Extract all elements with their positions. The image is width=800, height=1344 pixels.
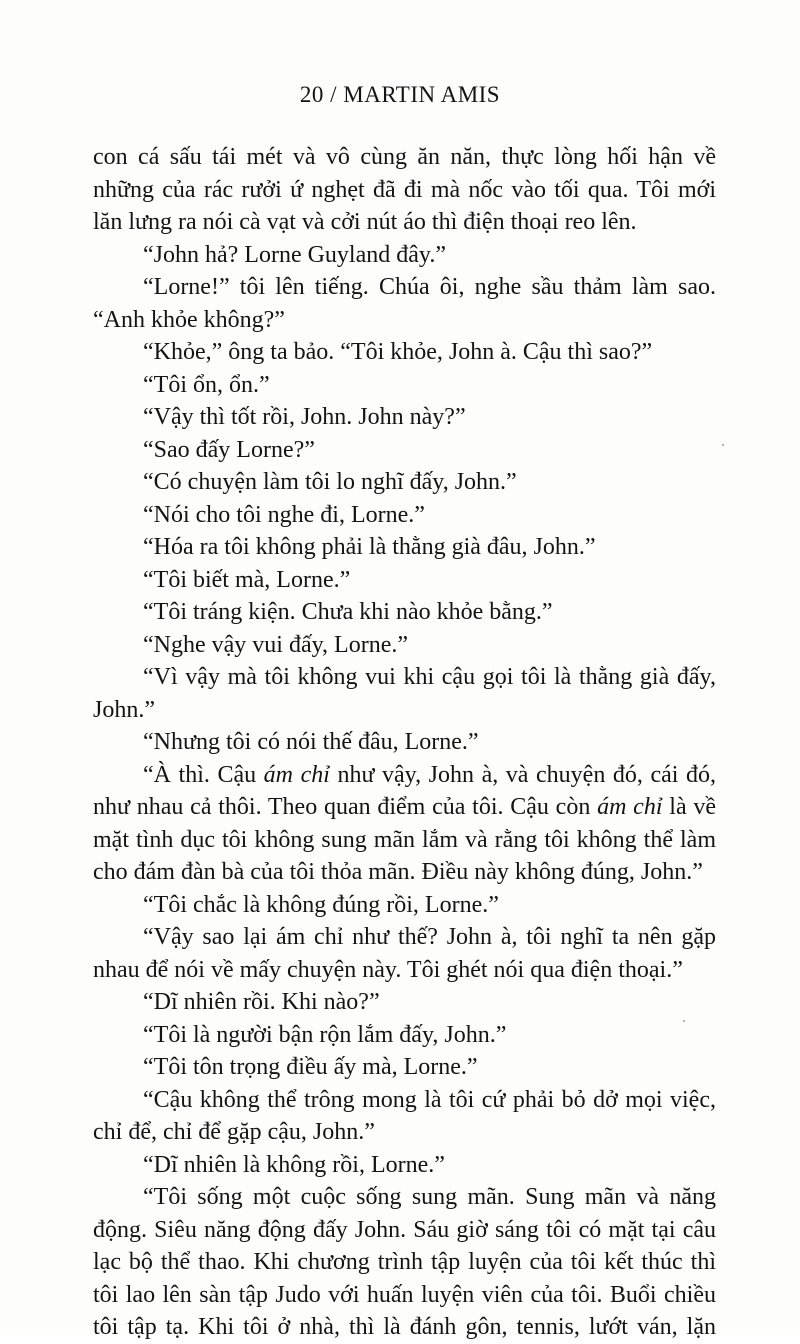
text-line: “Nghe vậy vui đấy, Lorne.” xyxy=(143,631,409,658)
text-line: động. Siêu năng động đấy John. Sáu giờ sáng tôi có mặt tại câu xyxy=(93,1216,716,1243)
text-line: “Tôi là người bận rộn lắm đấy, John.” xyxy=(143,1021,507,1048)
text-line: “Có chuyện làm tôi lo nghĩ đấy, John.” xyxy=(143,469,517,495)
text-line: “Tôi biết mà, Lorne.” xyxy=(143,566,351,593)
text-line: tôi lao lên sàn tập Judo với huấn luyện viên của tôi. Buổi chiều xyxy=(93,1281,716,1308)
text-line: “Cậu không thể trông mong là tôi cứ phải bỏ dở mọi việc, xyxy=(143,1086,716,1113)
text-line: lăn lưng ra nói cà vạt và cởi nút áo thì điện thoại reo lên. xyxy=(93,209,637,235)
text-line: “Hóa ra tôi không phải là thằng già đâu, John.” xyxy=(143,534,596,560)
text-line: “Tôi sống một cuộc sống sung mãn. Sung mãn và năng xyxy=(143,1184,716,1210)
text-line: John.” xyxy=(93,696,155,723)
ink-speck xyxy=(722,444,724,446)
text-line: như nhau cả thôi. Theo quan điểm của tôi. Cậu còn ám chỉ là về xyxy=(93,794,716,820)
text-line: “Vì vậy mà tôi không vui khi cậu gọi tôi là thằng già đấy, xyxy=(143,664,716,690)
text-line: “Tôi chắc là không đúng rồi, Lorne.” xyxy=(143,891,499,918)
text-line: “Dĩ nhiên rồi. Khi nào?” xyxy=(143,989,380,1015)
text-line: “John hả? Lorne Guyland đây.” xyxy=(143,241,446,268)
text-line: cho đám đàn bà của tôi thỏa mãn. Điều này không đúng, John.” xyxy=(93,859,703,885)
text-line: “Vậy thì tốt rồi, John. John này?” xyxy=(143,404,466,430)
text-line: “Sao đấy Lorne?” xyxy=(143,436,315,463)
text-line: những của rác rưởi ứ nghẹt đã đi mà nốc vào tối qua. Tôi mới xyxy=(93,176,716,203)
text-line: “Khỏe,” ông ta bảo. “Tôi khỏe, John à. Cậu thì sao?” xyxy=(143,339,653,365)
text-line: tôi tập tạ. Khi tôi ở nhà, thì là đánh gôn, tennis, lướt ván, lặn xyxy=(93,1314,716,1340)
text-line: nhau để nói về mấy chuyện này. Tôi ghét nói qua điện thoại.” xyxy=(93,956,683,983)
text-line: chỉ để, chỉ để gặp cậu, John.” xyxy=(93,1119,375,1145)
text-line: lạc bộ thể thao. Khi chương trình tập luyện của tôi kết thúc thì xyxy=(93,1249,716,1275)
text-line: “Tôi tôn trọng điều ấy mà, Lorne.” xyxy=(143,1054,478,1080)
text-line: “Vậy sao lại ám chỉ như thế? John à, tôi nghĩ ta nên gặp xyxy=(143,924,716,950)
running-head: 20 / MARTIN AMIS xyxy=(299,82,501,107)
text-line: “Nhưng tôi có nói thế đâu, Lorne.” xyxy=(143,729,479,755)
text-line: “Nói cho tôi nghe đi, Lorne.” xyxy=(143,501,425,528)
text-line: mặt tình dục tôi không sung mãn lắm và rằng tôi không thể làm xyxy=(93,826,716,853)
text-line: con cá sấu tái mét và vô cùng ăn năn, thực lòng hối hận về xyxy=(93,144,716,170)
text-line: “Dĩ nhiên là không rồi, Lorne.” xyxy=(143,1151,445,1178)
body-text xyxy=(93,141,716,1344)
text-line: “Tôi ổn, ổn.” xyxy=(143,371,270,398)
text-line: “À thì. Cậu ám chỉ như vậy, John à, và chuyện đó, cái đó, xyxy=(143,761,716,788)
text-line: “Tôi tráng kiện. Chưa khi nào khỏe bằng.” xyxy=(143,599,553,625)
text-line: “Anh khỏe không?” xyxy=(93,306,285,333)
text-line: “Lorne!” tôi lên tiếng. Chúa ôi, nghe sầu thảm làm sao. xyxy=(143,274,716,300)
